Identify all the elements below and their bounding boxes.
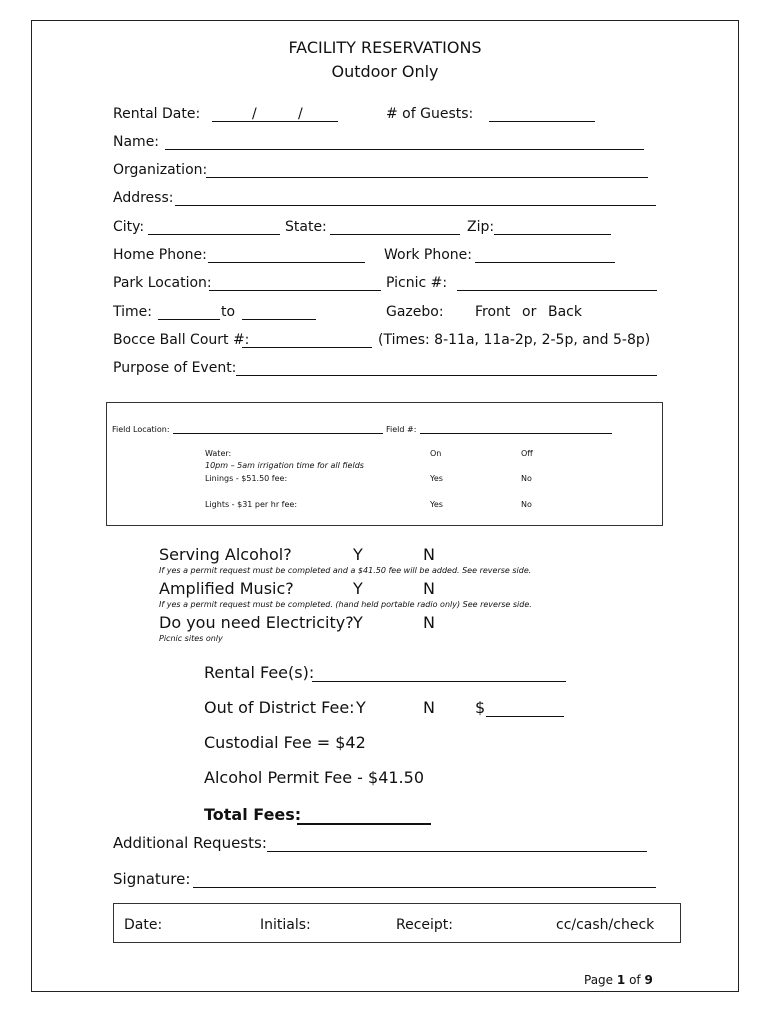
address-field[interactable] [175,205,656,206]
water-label: Water: [205,449,232,458]
park-location-label: Park Location: [113,275,212,291]
time-label: Time: [113,304,152,320]
guests-label: # of Guests: [386,106,474,122]
field-location-field[interactable] [173,433,383,434]
city-label: City: [113,219,145,235]
linings-no-option[interactable]: No [521,474,532,483]
out-district-amount-field[interactable] [486,716,564,717]
electricity-note: Picnic sites only [159,634,223,643]
custodial-fee: Custodial Fee = $42 [204,733,366,752]
picnic-field[interactable] [457,290,657,291]
home-phone-field[interactable] [208,262,365,263]
water-off-option[interactable]: Off [521,449,533,458]
music-label: Amplified Music? [159,579,294,598]
date-separator: / [252,106,257,122]
page-word: Page [584,973,614,987]
total-fees-label: Total Fees: [204,805,302,824]
organization-field[interactable] [206,177,648,178]
zip-label: Zip: [467,219,495,235]
alcohol-no-option[interactable]: N [423,545,435,564]
out-district-no-option[interactable]: N [423,698,435,717]
alcohol-permit-fee: Alcohol Permit Fee - $41.50 [204,768,424,787]
form-subtitle: Outdoor Only [331,62,439,81]
electricity-yes-option[interactable]: Y [353,613,363,632]
irrigation-note: 10pm – 5am irrigation time for all fields [205,461,364,470]
rental-fee-field[interactable] [312,681,566,682]
rental-fee-label: Rental Fee(s): [204,663,315,682]
signature-field[interactable] [193,887,656,888]
page-of-word: of [629,973,641,987]
water-on-option[interactable]: On [430,449,442,458]
additional-requests-label: Additional Requests: [113,834,267,852]
work-phone-field[interactable] [475,262,615,263]
out-district-yes-option[interactable]: Y [356,698,366,717]
gazebo-label: Gazebo: [386,304,444,320]
purpose-label: Purpose of Event: [113,360,237,376]
state-label: State: [285,219,327,235]
work-phone-label: Work Phone: [384,247,472,263]
office-payment-label: cc/cash/check [556,917,655,933]
signature-label: Signature: [113,870,191,888]
music-yes-option[interactable]: Y [353,579,363,598]
rental-date-label: Rental Date: [113,106,201,122]
field-location-label: Field Location: [112,425,170,434]
music-note: If yes a permit request must be completed. (hand held portable radio only) See reverse side. [159,600,532,609]
lights-no-option[interactable]: No [521,500,532,509]
gazebo-back-option[interactable]: Back [548,304,582,320]
additional-requests-field[interactable] [267,851,647,852]
field-reservation-box [106,402,663,526]
out-district-dollar: $ [475,698,486,717]
alcohol-label: Serving Alcohol? [159,545,292,564]
page-number [584,973,653,987]
purpose-field[interactable] [236,375,657,376]
form-title: FACILITY RESERVATIONS [288,38,482,57]
alcohol-yes-option[interactable]: Y [353,545,363,564]
picnic-label: Picnic #: [386,275,448,291]
lights-yes-option[interactable]: Yes [430,500,443,509]
home-phone-label: Home Phone: [113,247,207,263]
guests-field[interactable] [489,121,595,122]
bocce-field[interactable] [242,347,372,348]
gazebo-front-option[interactable]: Front [475,304,511,320]
zip-field[interactable] [494,234,611,235]
out-district-label: Out of District Fee: [204,698,355,717]
state-field[interactable] [330,234,460,235]
page-total: 9 [644,973,653,987]
field-number-field[interactable] [420,433,612,434]
gazebo-or-text: or [522,304,537,320]
bocce-times: (Times: 8-11a, 11a-2p, 2-5p, and 5-8p) [378,332,651,348]
date-separator: / [298,106,303,122]
page-current: 1 [616,973,626,987]
time-start-field[interactable] [158,319,220,320]
park-location-field[interactable] [209,290,381,291]
alcohol-note: If yes a permit request must be completed and a $41.50 fee will be added. See reverse side. [159,566,532,575]
office-initials-label: Initials: [260,917,311,933]
office-receipt-label: Receipt: [396,917,454,933]
address-label: Address: [113,190,174,206]
field-number-label: Field #: [386,425,417,434]
linings-label: Linings - $51.50 fee: [205,474,288,483]
linings-yes-option[interactable]: Yes [430,474,443,483]
music-no-option[interactable]: N [423,579,435,598]
electricity-no-option[interactable]: N [423,613,435,632]
lights-label: Lights - $31 per hr fee: [205,500,298,509]
time-end-field[interactable] [242,319,316,320]
electricity-label: Do you need Electricity? [159,613,354,632]
rental-date-field[interactable] [212,121,338,122]
name-field[interactable] [165,149,644,150]
time-to-label: to [221,304,236,320]
total-fees-field[interactable] [297,823,431,825]
office-date-label: Date: [124,917,163,933]
organization-label: Organization: [113,162,208,178]
city-field[interactable] [148,234,280,235]
bocce-label: Bocce Ball Court #: [113,332,250,348]
name-label: Name: [113,134,160,150]
